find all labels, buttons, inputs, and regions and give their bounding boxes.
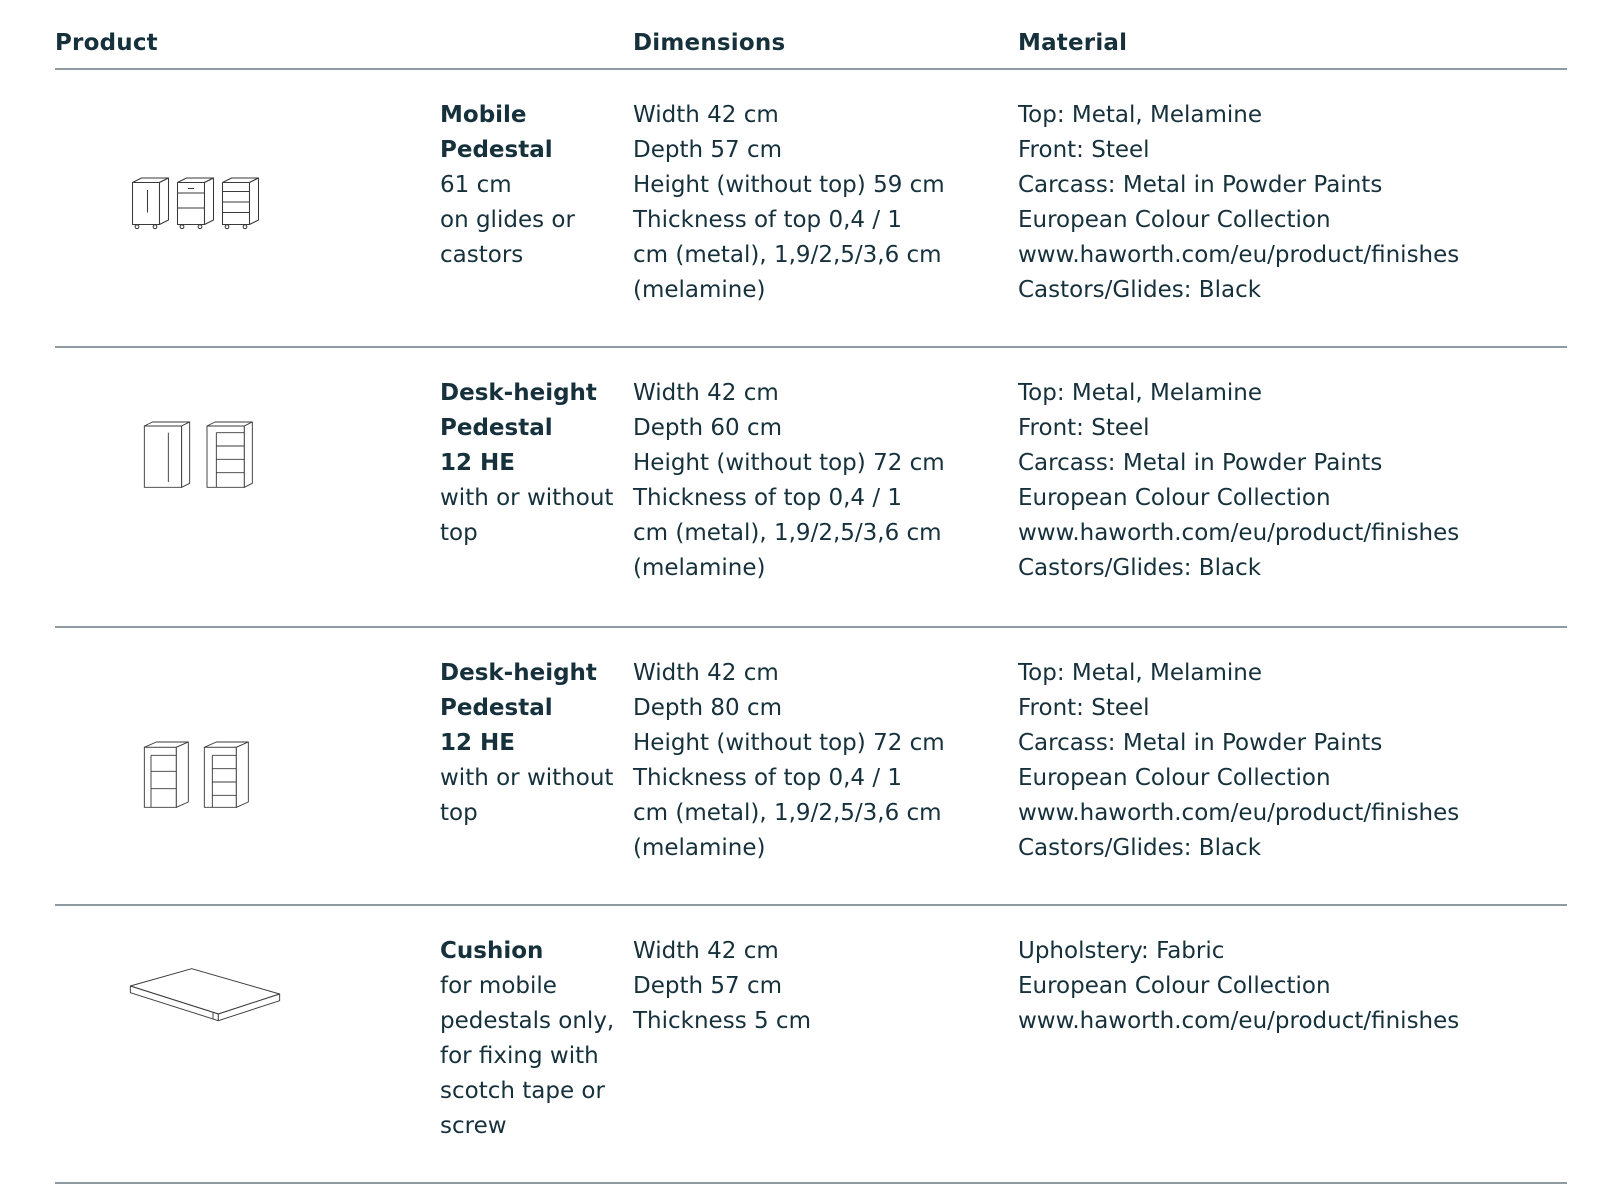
- product-desc-line: with or without: [440, 765, 614, 791]
- material-line: Top: Metal, Melamine: [1018, 660, 1262, 686]
- dimension-line: (melamine): [633, 835, 766, 861]
- material-line: European Colour Collection: [1018, 485, 1331, 511]
- product-desc-line: scotch tape or: [440, 1078, 605, 1104]
- dimension-line: Height (without top) 72 cm: [633, 450, 945, 476]
- dimension-line: Thickness of top 0,4 / 1: [633, 207, 903, 233]
- product-desc-line: for mobile: [440, 973, 557, 999]
- product-cell: [440, 98, 625, 273]
- material-line: Front: Steel: [1018, 415, 1150, 441]
- header-product: Product: [55, 30, 158, 56]
- material-line: www.haworth.com/eu/product/finishes: [1018, 1008, 1460, 1034]
- product-desc-line: top: [440, 800, 478, 826]
- dimension-line: Width 42 cm: [633, 660, 779, 686]
- table-row-desk-height-pedestal-60: [55, 348, 1567, 628]
- product-name-line: Cushion: [440, 938, 544, 964]
- dimension-line: Width 42 cm: [633, 102, 779, 128]
- product-name-line: Mobile: [440, 102, 527, 128]
- material-line: Carcass: Metal in Powder Paints: [1018, 172, 1383, 198]
- product-name-line: 12 HE: [440, 730, 515, 756]
- material-line: Front: Steel: [1018, 137, 1150, 163]
- table-row-desk-height-pedestal-80: [55, 628, 1567, 906]
- product-desc-line: screw: [440, 1113, 507, 1139]
- material-cell: [1018, 376, 1558, 586]
- dimension-line: Depth 57 cm: [633, 137, 782, 163]
- material-line: www.haworth.com/eu/product/finishes: [1018, 242, 1460, 268]
- dimension-line: Width 42 cm: [633, 380, 779, 406]
- material-cell: [1018, 98, 1558, 308]
- material-line: Carcass: Metal in Powder Paints: [1018, 730, 1383, 756]
- dimension-line: Thickness of top 0,4 / 1: [633, 485, 903, 511]
- material-line: Top: Metal, Melamine: [1018, 380, 1262, 406]
- dimension-line: Thickness of top 0,4 / 1: [633, 765, 903, 791]
- material-line: www.haworth.com/eu/product/finishes: [1018, 800, 1460, 826]
- material-line: European Colour Collection: [1018, 765, 1331, 791]
- material-cell: [1018, 934, 1558, 1039]
- dimension-line: Height (without top) 59 cm: [633, 172, 945, 198]
- mobile-pedestal-illustration: [125, 160, 305, 250]
- product-desc-line: on glides or: [440, 207, 575, 233]
- product-desc-line: top: [440, 520, 478, 546]
- dimension-line: (melamine): [633, 277, 766, 303]
- dimensions-cell: [633, 376, 1013, 586]
- dimensions-cell: [633, 656, 1013, 866]
- product-desc-line: with or without: [440, 485, 614, 511]
- material-line: Castors/Glides: Black: [1018, 835, 1262, 861]
- product-cell: [440, 376, 625, 551]
- dimension-line: Height (without top) 72 cm: [633, 730, 945, 756]
- dimension-line: cm (metal), 1,9/2,5/3,6 cm: [633, 520, 942, 546]
- material-line: Castors/Glides: Black: [1018, 555, 1262, 581]
- desk-height-pedestal-80-illustration: [135, 728, 295, 828]
- product-desc-line: 61 cm: [440, 172, 512, 198]
- dimension-line: Depth 57 cm: [633, 973, 782, 999]
- material-line: Castors/Glides: Black: [1018, 277, 1262, 303]
- product-cell: [440, 656, 625, 831]
- header-dimensions: Dimensions: [633, 30, 786, 56]
- dimension-line: Depth 80 cm: [633, 695, 782, 721]
- product-name-line: 12 HE: [440, 450, 515, 476]
- table-header: [55, 24, 1567, 70]
- product-name-line: Desk-height: [440, 660, 597, 686]
- material-cell: [1018, 656, 1558, 866]
- dimension-line: (melamine): [633, 555, 766, 581]
- material-line: Top: Metal, Melamine: [1018, 102, 1262, 128]
- material-line: Carcass: Metal in Powder Paints: [1018, 450, 1383, 476]
- product-desc-line: for fixing with: [440, 1043, 599, 1069]
- table-row-mobile-pedestal: [55, 70, 1567, 348]
- product-cell: [440, 934, 625, 1144]
- dimension-line: cm (metal), 1,9/2,5/3,6 cm: [633, 800, 942, 826]
- product-name-line: Pedestal: [440, 137, 553, 163]
- product-name-line: Pedestal: [440, 415, 553, 441]
- dimension-line: Depth 60 cm: [633, 415, 782, 441]
- cushion-illustration: [125, 966, 285, 1046]
- dimensions-cell: [633, 934, 1013, 1039]
- material-line: Upholstery: Fabric: [1018, 938, 1225, 964]
- product-desc-line: castors: [440, 242, 524, 268]
- dimensions-cell: [633, 98, 1013, 308]
- dimension-line: Width 42 cm: [633, 938, 779, 964]
- table-row-cushion: [55, 906, 1567, 1184]
- product-desc-line: pedestals only,: [440, 1008, 615, 1034]
- material-line: Front: Steel: [1018, 695, 1150, 721]
- material-line: European Colour Collection: [1018, 973, 1331, 999]
- product-name-line: Desk-height: [440, 380, 597, 406]
- material-line: www.haworth.com/eu/product/finishes: [1018, 520, 1460, 546]
- material-line: European Colour Collection: [1018, 207, 1331, 233]
- dimension-line: cm (metal), 1,9/2,5/3,6 cm: [633, 242, 942, 268]
- product-name-line: Pedestal: [440, 695, 553, 721]
- dimension-line: Thickness 5 cm: [633, 1008, 811, 1034]
- header-material: Material: [1018, 30, 1128, 56]
- desk-height-pedestal-60-illustration: [135, 408, 295, 508]
